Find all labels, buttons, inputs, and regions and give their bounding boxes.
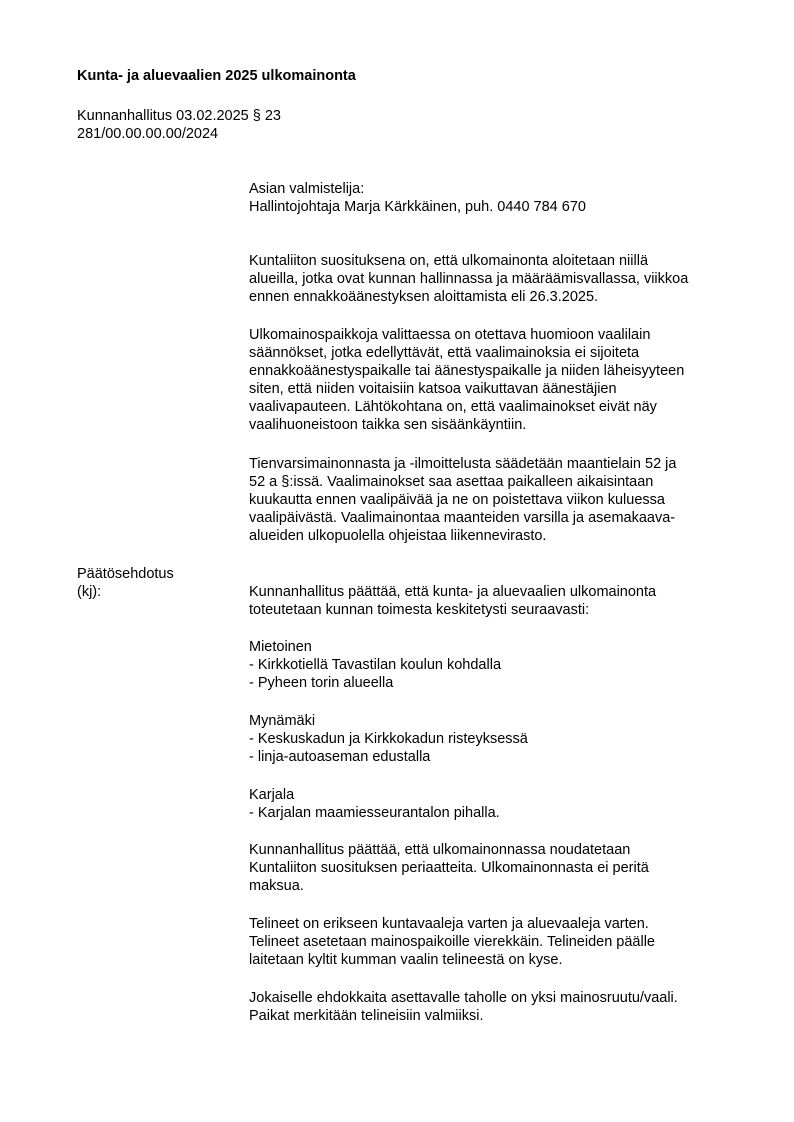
text-line: Tienvarsimainonnasta ja -ilmoittelusta säädetään maantielain 52 ja [249,456,677,472]
text-line: Telineet on erikseen kuntavaaleja varten ja aluevaaleja varten. [249,916,649,932]
text-line: Kuntaliiton suosituksena on, että ulkomainonta aloitetaan niillä [249,253,649,269]
text-line: laitetaan kyltit kumman vaalin telineestä on kyse. [249,952,563,968]
location-karjala [249,786,749,822]
text-line: Kunnanhallitus päättää, että ulkomainonnassa noudatetaan [249,842,631,858]
text-line: alueiden ulkopuolella ohjeistaa liikennevirasto. [249,528,547,544]
text-line: 52 a §:issä. Vaalimainokset saa asettaa paikalleen aikaisintaan [249,474,654,490]
proposal-label [77,565,174,601]
proposal-paragraph-3 [249,989,749,1025]
text-line: ennakkoäänestyspaikalle tai äänestyspaikalle ja niiden läheisyyteen [249,363,685,379]
paragraph-1 [249,252,749,306]
proposal-paragraph-1 [249,841,749,895]
proposal-label-line2: (kj): [77,584,102,600]
paragraph-3 [249,455,749,545]
preparer-name: Hallintojohtaja Marja Kärkkäinen, puh. 0440 784 670 [249,199,586,215]
text-line: ennen ennakkoäänestyksen aloittamista eli 26.3.2025. [249,289,599,305]
location-mietoinen [249,638,749,692]
location-name: Mietoinen [249,639,312,655]
location-item: - Keskuskadun ja Kirkkokadun risteyksessä [249,731,528,747]
text-line: siten, että niiden voitaisiin katsoa vaikuttavan äänestäjien [249,381,617,397]
location-item: - Karjalan maamiesseurantalon pihalla. [249,805,500,821]
text-line: vaalihuoneistoon taikka sen sisäänkäyntiin. [249,417,527,433]
location-name: Mynämäki [249,713,316,729]
text-line: toteutetaan kunnan toimesta keskitetysti seuraavasti: [249,602,590,618]
location-mynamaki [249,712,749,766]
text-line: Jokaiselle ehdokkaita asettavalle taholle on yksi mainosruutu/vaali. [249,990,678,1006]
proposal-paragraph-2 [249,915,749,969]
text-line: vaalipäivästä. Vaalimainontaa maanteiden varsilla ja asemakaava- [249,510,676,526]
text-line: Telineet asetetaan mainospaikoille vierekkäin. Telineiden päälle [249,934,655,950]
paragraph-2 [249,326,749,434]
preparer-block [249,180,749,216]
text-line: maksua. [249,878,304,894]
location-item: - Kirkkotiellä Tavastilan koulun kohdalla [249,657,502,673]
meeting-reference [77,107,281,143]
text-line: Ulkomainospaikkoja valittaessa on otettava huomioon vaalilain [249,327,651,343]
proposal-intro [249,583,749,619]
text-line: Paikat merkitään telineisiin valmiiksi. [249,1008,484,1024]
text-line: vaalivapauteen. Lähtökohtana on, että vaalimainokset eivät näy [249,399,657,415]
proposal-label-line1: Päätösehdotus [77,566,174,582]
location-name: Karjala [249,787,295,803]
text-line: alueilla, jotka ovat kunnan hallinnassa ja määräämisvallassa, viikkoa [249,271,689,287]
text-line: säännökset, jotka edellyttävät, että vaalimainoksia ei sijoiteta [249,345,640,361]
record-number-line: 281/00.00.00.00/2024 [77,126,219,142]
text-line: Kuntaliiton suosituksen periaatteita. Ulkomainonnasta ei peritä [249,860,649,876]
meeting-date-line: Kunnanhallitus 03.02.2025 § 23 [77,108,281,124]
location-item: - Pyheen torin alueella [249,675,394,691]
preparer-label: Asian valmistelija: [249,181,365,197]
document-title: Kunta- ja aluevaalien 2025 ulkomainonta [77,68,356,84]
location-item: - linja-autoaseman edustalla [249,749,431,765]
text-line: kuukautta ennen vaalipäivää ja ne on poistettava viikon kuluessa [249,492,665,508]
text-line: Kunnanhallitus päättää, että kunta- ja aluevaalien ulkomainonta [249,584,657,600]
